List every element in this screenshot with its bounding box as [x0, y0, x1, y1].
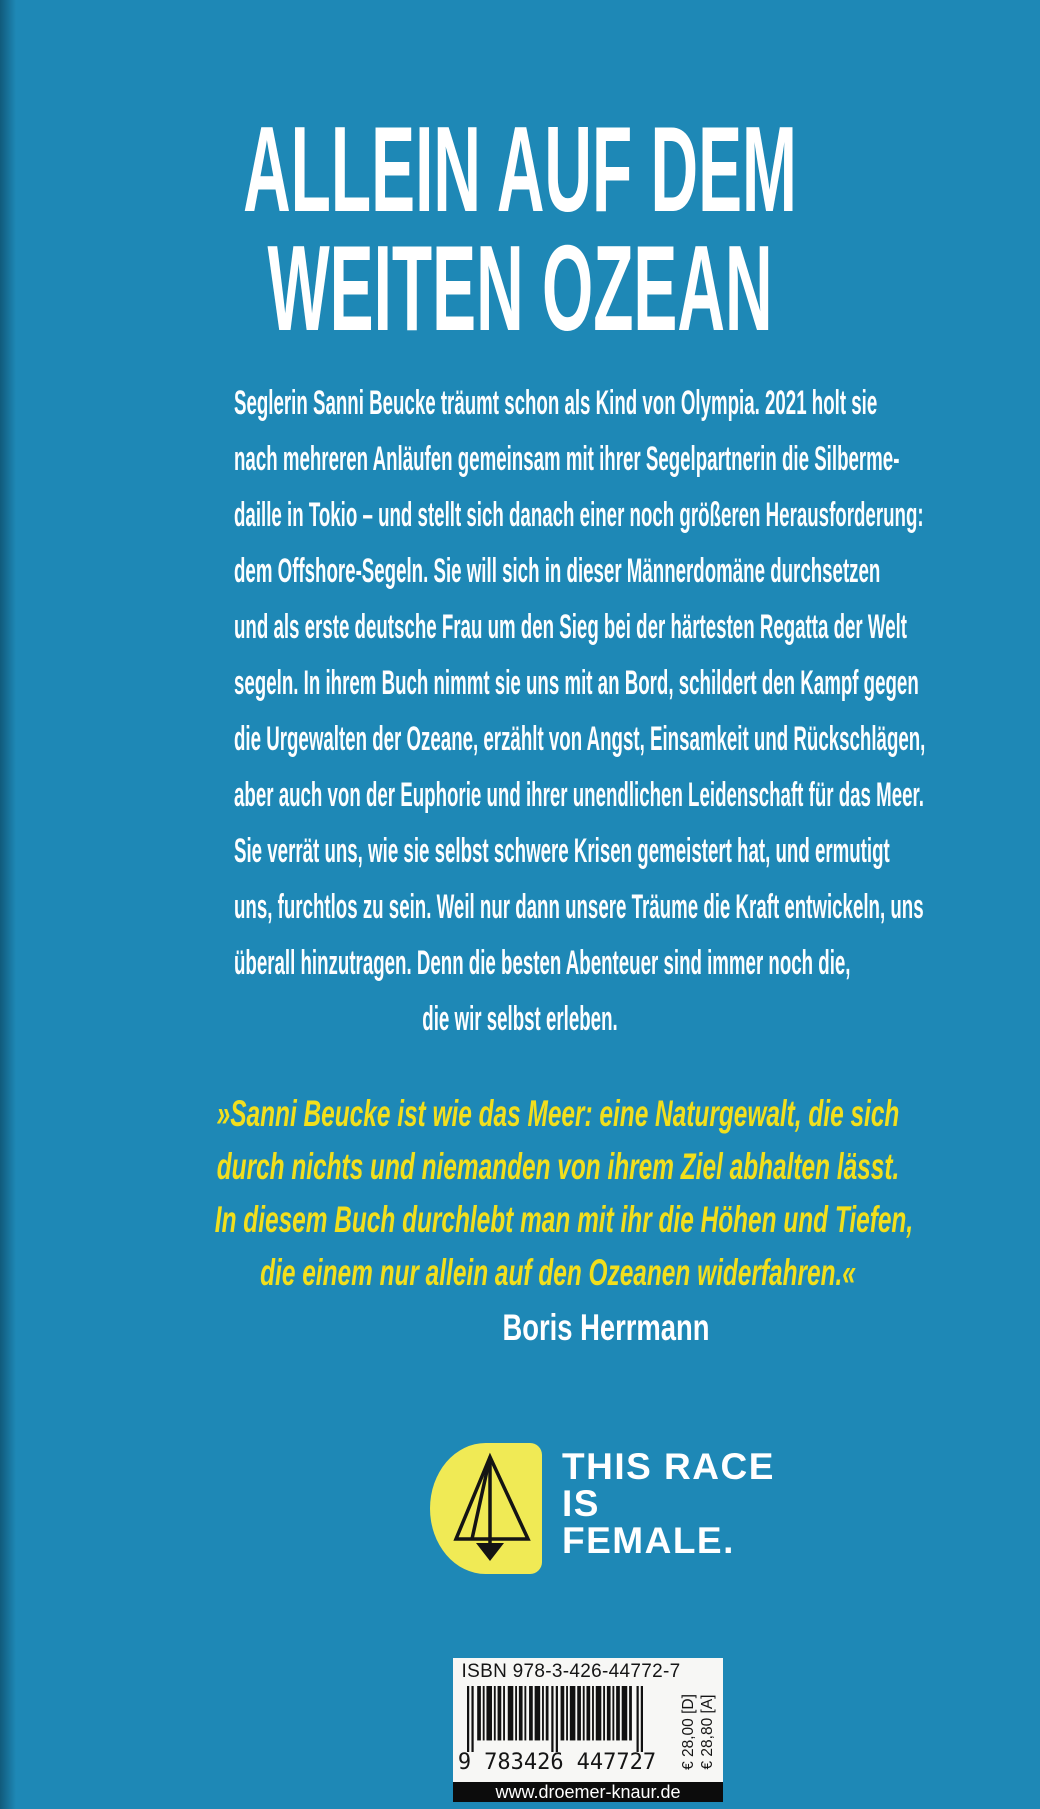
isbn-label: ISBN 978-3-426-44772-7 [461, 1661, 681, 1682]
synopsis-line: Seglerin Sanni Beucke träumt schon als Kind von Olympia. 2021 holt sie [234, 384, 878, 422]
spine-shadow [0, 0, 16, 1809]
price-austria: € 28,80 [A] [699, 1694, 716, 1770]
synopsis-line: die wir selbst erleben. [422, 1000, 618, 1038]
synopsis-text [234, 375, 926, 1047]
synopsis-line: aber auch von der Euphorie und ihrer unendlichen Leidenschaft für das Meer. [234, 776, 924, 814]
quote-line: In diesem Buch durchlebt man mit ihr die Höhen und Tiefen, [214, 1199, 914, 1240]
endorsement-quote [214, 1087, 914, 1299]
synopsis-line: daille in Tokio – und stellt sich danach einer noch größeren Herausforderung: [234, 496, 924, 534]
price-germany: € 28,00 [D] [680, 1694, 697, 1770]
brand-logo-wordmark [562, 1448, 775, 1559]
logo-line-1: THIS RACE [562, 1446, 775, 1487]
synopsis-line: nach mehreren Anläufen gemeinsam mit ihrer Segelpartnerin die Silberme- [234, 440, 900, 478]
synopsis-line: uns, furchtlos zu sein. Weil nur dann unsere Träume die Kraft entwickeln, uns [234, 888, 924, 926]
quote-line: durch nichts und niemanden von ihrem Ziel abhalten lässt. [216, 1146, 900, 1187]
barcode-digit-group: 783426 [484, 1750, 564, 1775]
synopsis-line: Sie verrät uns, wie sie selbst schwere Krisen gemeistert hat, und ermutigt [234, 832, 890, 870]
barcode-digits [457, 1750, 657, 1775]
barcode-graphic [467, 1686, 643, 1752]
synopsis-line: und als erste deutsche Frau um den Sieg bei der härtesten Regatta der Welt [234, 608, 908, 646]
sailboat-icon [430, 1443, 542, 1574]
brand-logo-mark [430, 1443, 542, 1574]
barcode-digit-group: 447727 [576, 1750, 657, 1775]
page-title [239, 101, 801, 356]
publisher-url: www.droemer-knaur.de [495, 1782, 681, 1802]
quote-line: die einem nur allein auf den Ozeanen widerfahren.« [260, 1252, 856, 1293]
price-labels [679, 1682, 719, 1782]
synopsis-line: segeln. In ihrem Buch nimmt sie uns mit an Bord, schildert den Kampf gegen [234, 664, 919, 702]
title-line-1: ALLEIN AUF DEM [243, 101, 797, 237]
quote-line: »Sanni Beucke ist wie das Meer: eine Naturgewalt, die sich [216, 1093, 900, 1134]
barcode-digit-group: 9 [457, 1750, 472, 1775]
isbn-box [453, 1658, 723, 1802]
logo-line-2: IS [562, 1483, 600, 1524]
publisher-url-bar [453, 1782, 723, 1802]
title-line-2: WEITEN OZEAN [267, 220, 773, 356]
synopsis-line: dem Offshore-Segeln. Sie will sich in dieser Männerdomäne durchsetzen [234, 552, 881, 590]
synopsis-line: die Urgewalten der Ozeane, erzählt von Angst, Einsamkeit und Rückschlägen, [234, 720, 926, 758]
quote-attribution: Boris Herrmann [502, 1307, 710, 1348]
synopsis-line: überall hinzutragen. Denn die besten Abenteuer sind immer noch die, [234, 944, 851, 982]
logo-line-3: FEMALE. [562, 1520, 735, 1561]
